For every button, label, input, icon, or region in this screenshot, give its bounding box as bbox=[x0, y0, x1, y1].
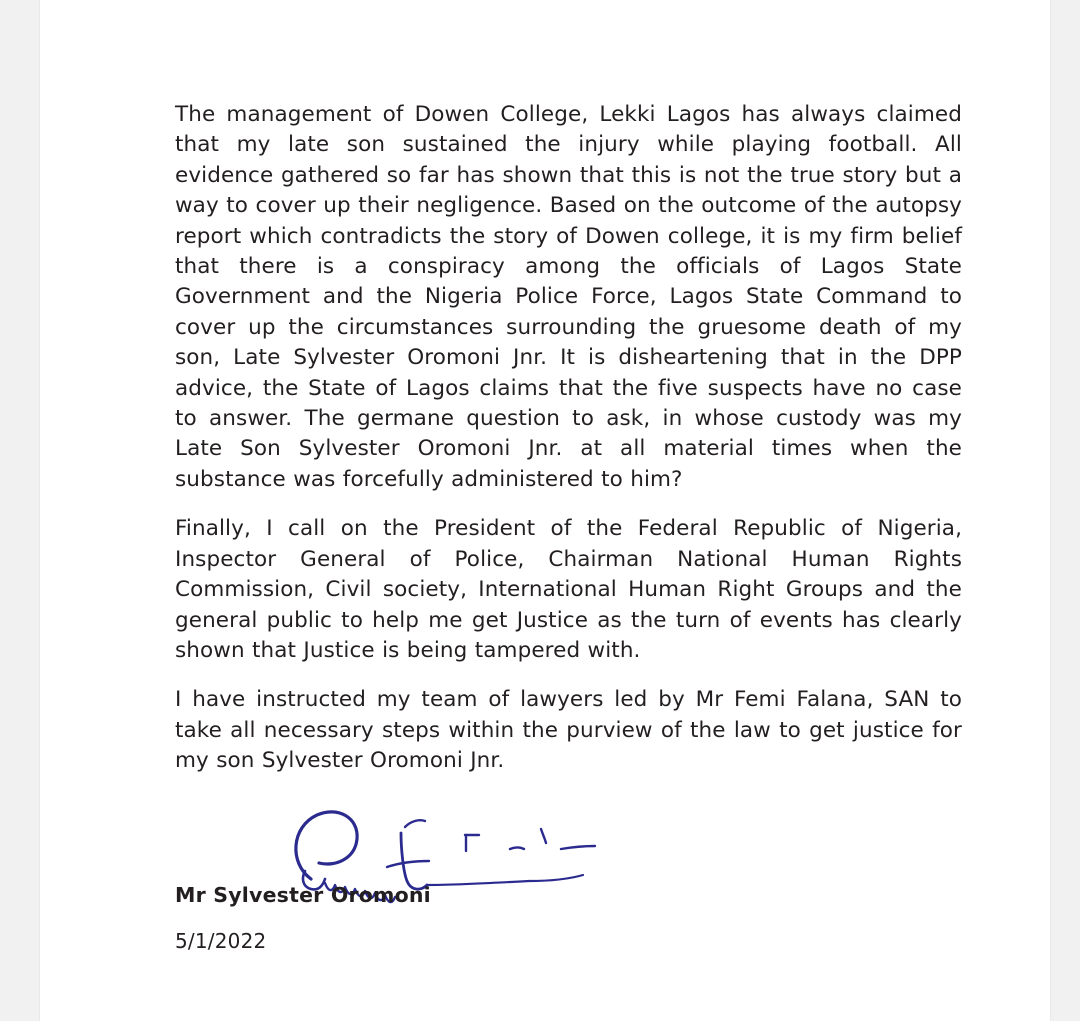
document-page bbox=[40, 0, 1050, 1021]
page-left-margin bbox=[0, 0, 30, 1021]
document-body bbox=[40, 0, 1050, 957]
paragraph-2: Finally, I call on the President of the Federal Republic of Nigeria, Inspector General of Police, Chairman National Human Rights Commission, Civil society, International Human Right Groups and the general public to help me get Justice as the turn of events has clearly shown that Justice is being tampered with. bbox=[175, 516, 962, 663]
signatory-name: Mr Sylvester Oromoni bbox=[175, 882, 431, 907]
paragraph-3: I have instructed my team of lawyers led by Mr Femi Falana, SAN to take all necessary steps within the purview of the law to get justice for my son Sylvester Oromoni Jnr. bbox=[175, 687, 962, 774]
signature-block bbox=[175, 805, 962, 953]
paragraph-1: The management of Dowen College, Lekki Lagos has always claimed that my late son sustained the injury while playing football. All evidence gathered so far has shown that this is not the true story but a way to cover up their negligence. Based on the outcome of the autopsy report which contradicts the story of Dowen college, it is my firm belief that there is a conspiracy among the officials of Lagos State Government and the Nigeria Police Force, Lagos State Command to cover up the circumstances surrounding the gruesome death of my son, Late Sylvester Oromoni Jnr. It is disheartening that in the DPP advice, the State of Lagos claims that the five suspects have no case to answer. The germane question to ask, in whose custody was my Late Son Sylvester Oromoni Jnr. at all material times when the substance was forcefully administered to him? bbox=[175, 102, 962, 492]
signature-date: 5/1/2022 bbox=[175, 928, 267, 953]
